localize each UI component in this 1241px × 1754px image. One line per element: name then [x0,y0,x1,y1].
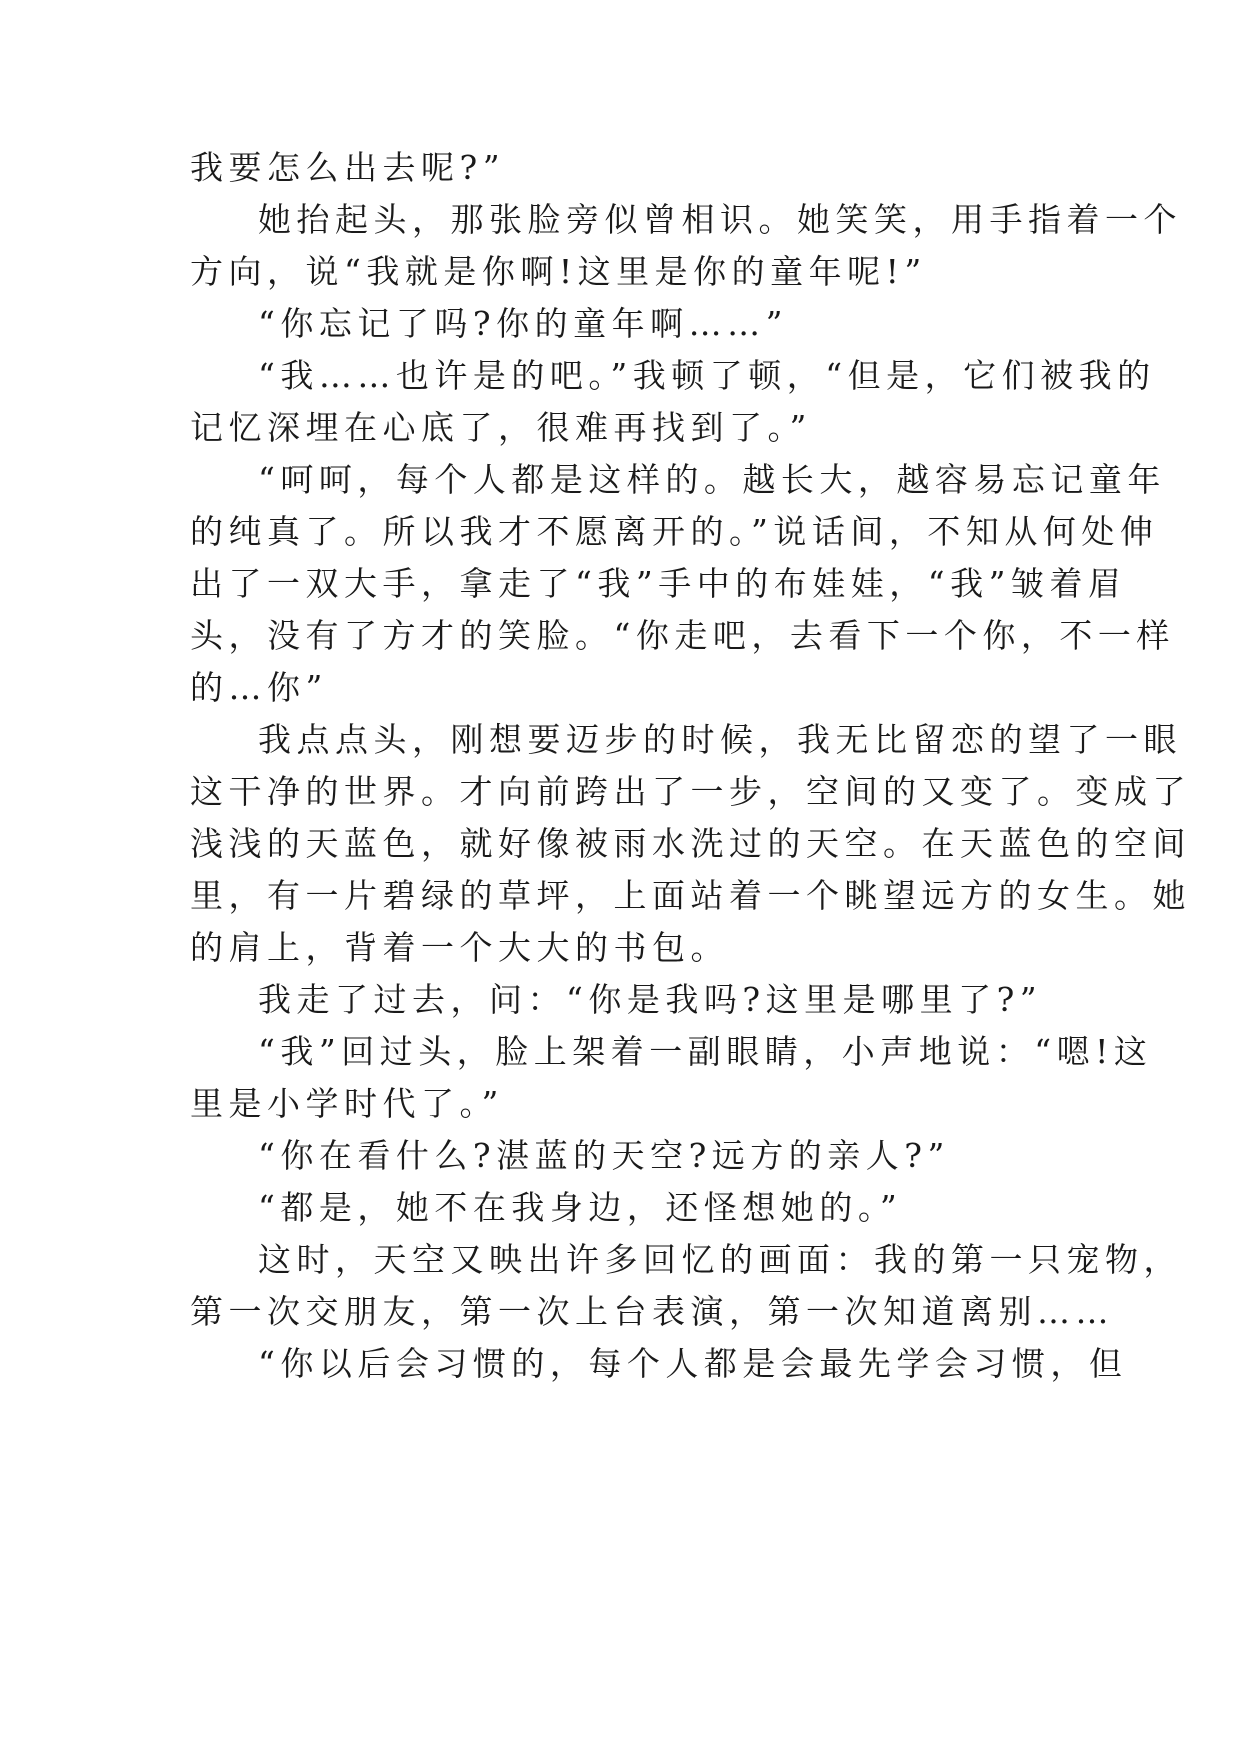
text-line: 这干净的世界。才向前跨出了一步，空间的又变了。变成了 [190,772,1191,811]
text-line: 方向，说“我就是你啊!这里是你的童年呢!” [190,252,927,291]
paragraph-start: 这时，天空又映出许多回忆的画面：我的第一只宠物， [258,1240,1182,1279]
text-line: 出了一双大手，拿走了“我”手中的布娃娃，“我”皱着眉 [190,564,1127,603]
text-line: 记忆深埋在心底了，很难再找到了。” [190,408,812,447]
text-line: 我要怎么出去呢?” [190,148,506,187]
paragraph-start: “你在看什么?湛蓝的天空?远方的亲人?” [258,1136,950,1175]
paragraph-start: 我走了过去，问：“你是我吗?这里是哪里了?” [258,980,1043,1019]
paragraph-start: “我”回过头，脸上架着一副眼睛，小声地说：“嗯!这 [258,1032,1153,1071]
paragraph-start: “都是，她不在我身边，还怪想她的。” [258,1188,903,1227]
text-line: 头，没有了方才的笑脸。“你走吧，去看下一个你，不一样 [190,616,1175,655]
paragraph-start: 我点点头，刚想要迈步的时候，我无比留恋的望了一眼 [258,720,1182,759]
text-line: 浅浅的天蓝色，就好像被雨水洗过的天空。在天蓝色的空间 [190,824,1191,863]
text-line: 的纯真了。所以我才不愿离开的。”说话间，不知从何处伸 [190,512,1159,551]
text-line: 第一次交朋友，第一次上台表演，第一次知道离别…… [190,1292,1114,1331]
paragraph-start: “我……也许是的吧。”我顿了顿，“但是，它们被我的 [258,356,1156,395]
text-line: 里是小学时代了。” [190,1084,504,1123]
text-line: 里，有一片碧绿的草坪，上面站着一个眺望远方的女生。她 [190,876,1191,915]
text-line: 的…你” [190,668,328,707]
paragraph-start: 她抬起头，那张脸旁似曾相识。她笑笑，用手指着一个 [258,200,1182,239]
text-line: 的肩上，背着一个大大的书包。 [190,928,729,967]
paragraph-start: “你以后会习惯的，每个人都是会最先学会习惯，但 [258,1344,1128,1383]
paragraph-start: “呵呵，每个人都是这样的。越长大，越容易忘记童年 [258,460,1166,499]
paragraph-start: “你忘记了吗?你的童年啊……” [258,304,788,343]
